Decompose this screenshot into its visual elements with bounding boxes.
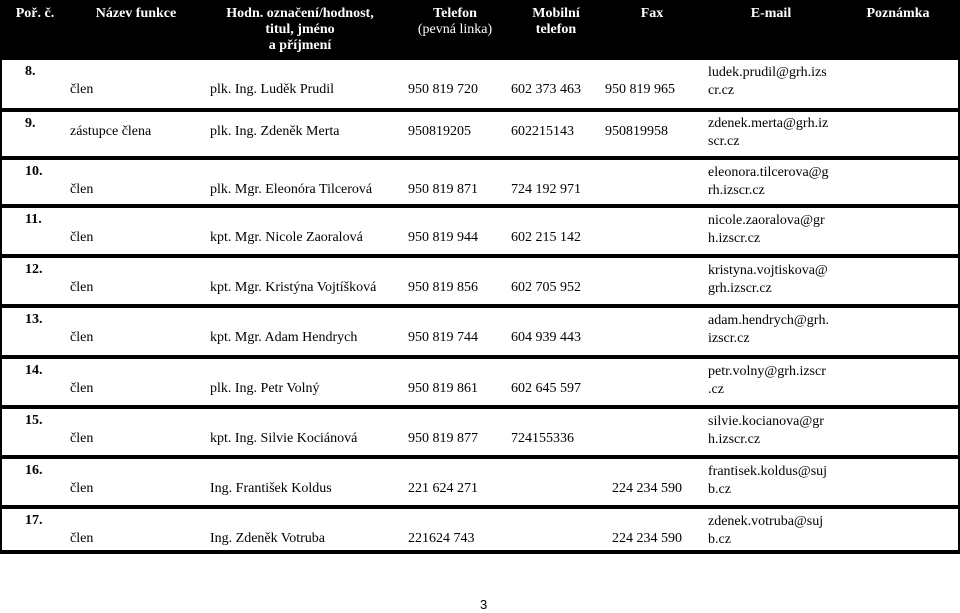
row-name: kpt. Mgr. Adam Hendrych (210, 330, 358, 345)
row-email-line2: rh.izscr.cz (708, 183, 765, 198)
row-phone: 221624 743 (408, 531, 475, 546)
row-fax: 950819958 (605, 124, 668, 139)
row-email-line1: kristyna.vojtiskova@ (708, 263, 828, 278)
row-email-line2: izscr.cz (708, 331, 750, 346)
header-rank-line3: a příjmení (268, 38, 332, 53)
row-email (708, 463, 843, 499)
row-phone: 950 819 861 (408, 381, 478, 396)
header-rank-line1: Hodn. označení/hodnost, (226, 6, 374, 21)
header-fax: Fax (640, 6, 664, 21)
row-email-line1: petr.volny@grh.izscr (708, 364, 826, 379)
row-email (708, 413, 843, 449)
header-order: Poř. č. (15, 6, 55, 21)
row-mobile: 602 215 142 (511, 230, 581, 245)
table-row (0, 112, 960, 160)
table-row (0, 359, 960, 407)
table-row (0, 258, 960, 306)
row-email (708, 212, 843, 248)
left-border (0, 60, 2, 553)
row-function: člen (70, 330, 94, 345)
header-phone-line2: (pevná linka) (417, 22, 493, 37)
row-email-line1: zdenek.merta@grh.iz (708, 116, 829, 131)
header-phone-line1: Telefon (433, 6, 477, 21)
row-phone: 950 819 856 (408, 280, 478, 295)
row-phone: 950 819 744 (408, 330, 478, 345)
row-email-line2: b.cz (708, 532, 731, 547)
row-mobile: 602 373 463 (511, 82, 581, 97)
row-number: 15. (25, 413, 43, 428)
header-mobile-line1: Mobilní (532, 6, 580, 21)
row-email-line1: adam.hendrych@grh. (708, 313, 829, 328)
row-phone: 950819205 (408, 124, 471, 139)
row-email-line2: .cz (708, 382, 724, 397)
row-email (708, 262, 843, 298)
header-phone (400, 6, 510, 38)
row-function: člen (70, 230, 94, 245)
row-number: 8. (25, 64, 36, 79)
row-mobile: 602215143 (511, 124, 574, 139)
table-bottom-border (0, 550, 960, 554)
row-name: Ing. František Koldus (210, 481, 332, 496)
row-name: plk. Ing. Petr Volný (210, 381, 320, 396)
row-email (708, 513, 843, 549)
row-email-line2: grh.izscr.cz (708, 281, 772, 296)
table-row (0, 160, 960, 208)
row-name: kpt. Mgr. Kristýna Vojtíšková (210, 280, 377, 295)
row-name: plk. Ing. Luděk Prudil (210, 82, 335, 97)
row-email-line2: cr.cz (708, 83, 735, 98)
row-fax: 224 234 590 (612, 531, 682, 546)
row-function: člen (70, 531, 94, 546)
header-mobile (515, 6, 597, 38)
row-function: člen (70, 82, 94, 97)
row-email-line1: ludek.prudil@grh.izs (708, 65, 827, 80)
row-email-line1: frantisek.koldus@suj (708, 464, 828, 479)
row-number: 12. (25, 262, 43, 277)
row-email (708, 363, 843, 399)
row-number: 17. (25, 513, 43, 528)
row-fax: 950 819 965 (605, 82, 675, 97)
header-rank-line2: titul, jméno (265, 22, 335, 37)
row-number: 16. (25, 463, 43, 478)
row-email-line1: nicole.zaoralova@gr (708, 213, 825, 228)
row-number: 14. (25, 363, 43, 378)
row-email (708, 115, 843, 151)
row-name: kpt. Mgr. Nicole Zaoralová (210, 230, 363, 245)
row-mobile: 604 939 443 (511, 330, 581, 345)
table-header (0, 0, 960, 60)
table-row (0, 459, 960, 507)
row-function: zástupce člena (70, 124, 152, 139)
row-mobile: 602 645 597 (511, 381, 581, 396)
row-number: 13. (25, 312, 43, 327)
table-row (0, 60, 960, 108)
row-phone: 950 819 720 (408, 82, 478, 97)
row-mobile: 602 705 952 (511, 280, 581, 295)
row-function: člen (70, 481, 94, 496)
row-email-line1: zdenek.votruba@suj (708, 514, 824, 529)
header-rank-name (200, 6, 400, 54)
row-function: člen (70, 182, 94, 197)
row-function: člen (70, 280, 94, 295)
header-function: Název funkce (95, 6, 177, 21)
row-function: člen (70, 431, 94, 446)
row-email-line1: eleonora.tilcerova@g (708, 165, 829, 180)
table-row (0, 409, 960, 457)
row-number: 11. (25, 212, 42, 227)
row-phone: 950 819 877 (408, 431, 478, 446)
row-mobile: 724155336 (511, 431, 574, 446)
header-email: E-mail (750, 6, 792, 21)
table-row (0, 308, 960, 356)
row-email-line2: b.cz (708, 482, 731, 497)
row-email (708, 312, 843, 348)
row-phone: 950 819 871 (408, 182, 478, 197)
row-phone: 221 624 271 (408, 481, 478, 496)
row-number: 9. (25, 116, 36, 131)
row-email-line2: h.izscr.cz (708, 231, 761, 246)
header-note: Poznámka (866, 6, 930, 21)
row-name: plk. Ing. Zdeněk Merta (210, 124, 340, 139)
row-email (708, 64, 843, 100)
row-name: kpt. Ing. Silvie Kociánová (210, 431, 358, 446)
row-function: člen (70, 381, 94, 396)
row-fax: 224 234 590 (612, 481, 682, 496)
row-number: 10. (25, 164, 43, 179)
row-email (708, 164, 843, 200)
row-email-line2: h.izscr.cz (708, 432, 761, 447)
page-number: 3 (480, 597, 488, 612)
row-name: Ing. Zdeněk Votruba (210, 531, 325, 546)
row-name: plk. Mgr. Eleonóra Tilcerová (210, 182, 373, 197)
header-mobile-line2: telefon (535, 22, 577, 37)
row-phone: 950 819 944 (408, 230, 478, 245)
row-email-line1: silvie.kocianova@gr (708, 414, 824, 429)
row-email-line2: scr.cz (708, 134, 740, 149)
table-row (0, 208, 960, 256)
row-mobile: 724 192 971 (511, 182, 581, 197)
